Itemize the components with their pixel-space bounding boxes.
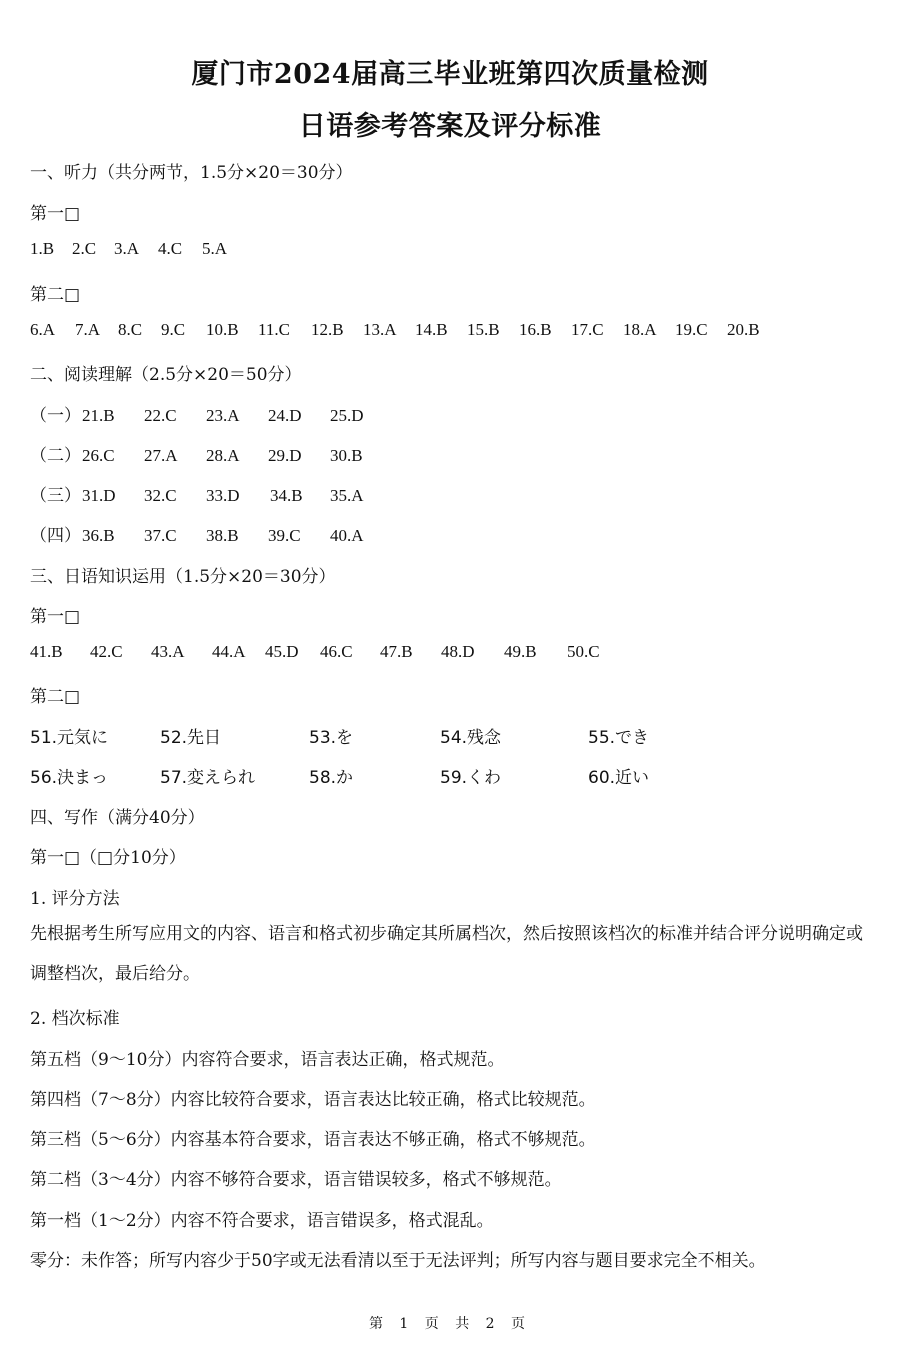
level-item: 第一档（1～2分）内容不符合要求，语言错误多，格式混乱。	[30, 1211, 494, 1231]
answer-group	[30, 481, 364, 506]
answer-row	[30, 642, 600, 662]
answer-item: 53.を	[309, 728, 354, 748]
answer-item: 58.か	[309, 768, 354, 788]
zero-score-note: 零分：未作答；所写内容少于50字或无法看清以至于无法评判；所写内容与题目要求完全不相关。	[30, 1251, 766, 1271]
answer-item: 30.B	[330, 446, 363, 465]
section-heading-knowledge: 三、日语知识运用（1.5分×20＝30分）	[30, 567, 336, 587]
answer-item: 52.先日	[160, 728, 222, 748]
answer-item: 39.C	[268, 526, 301, 545]
answer-item: 4.C	[158, 239, 183, 258]
answer-item: 25.D	[330, 406, 364, 425]
level-item: 第三档（5～6分）内容基本符合要求，语言表达不够正确，格式不够规范。	[30, 1130, 596, 1150]
answer-row	[30, 320, 760, 340]
answer-item: 49.B	[504, 642, 537, 661]
part-label: 第二□	[30, 687, 81, 707]
part-label: 第一□（□分10分）	[30, 848, 186, 868]
answer-item: 55.でき	[588, 728, 650, 748]
answer-item: 51.元気に	[30, 728, 109, 748]
answer-row	[30, 763, 649, 788]
answer-item: 48.D	[441, 642, 475, 661]
answer-item: 46.C	[320, 642, 353, 661]
answer-item: 9.C	[161, 320, 186, 339]
answer-item: 29.D	[268, 446, 302, 465]
answer-item: 38.B	[206, 526, 239, 545]
answer-item: 47.B	[380, 642, 413, 661]
answer-item: 60.近い	[588, 768, 650, 788]
answer-item: 50.C	[567, 642, 600, 661]
answer-item: 17.C	[571, 320, 604, 339]
answer-group	[30, 401, 364, 426]
method-heading: 1. 评分方法	[30, 889, 120, 909]
answer-item: 14.B	[415, 320, 448, 339]
answer-item: 24.D	[268, 406, 302, 425]
section-heading-listening: 一、听力（共分两节，1.5分×20＝30分）	[30, 163, 353, 183]
document-title: 厦门市2024届高三毕业班第四次质量检测	[191, 59, 709, 90]
document-subtitle: 日语参考答案及评分标准	[298, 111, 602, 142]
section-heading-writing: 四、写作（满分40分）	[30, 808, 205, 828]
answer-item: 21.B	[82, 406, 115, 425]
answer-item: 27.A	[144, 446, 178, 465]
answer-group	[30, 441, 363, 466]
part-label: 第一□	[30, 607, 81, 627]
part-label: 第一□	[30, 204, 81, 224]
answer-item: 13.A	[363, 320, 397, 339]
answer-item: 40.A	[330, 526, 364, 545]
section-heading-reading: 二、阅读理解（2.5分×20＝50分）	[30, 365, 302, 385]
answer-item: 16.B	[519, 320, 552, 339]
group-label: （四）	[30, 526, 81, 546]
answer-item: 28.A	[206, 446, 240, 465]
answer-item: 54.残念	[440, 728, 502, 748]
answer-row	[30, 723, 649, 748]
level-item: 第五档（9～10分）内容符合要求，语言表达正确，格式规范。	[30, 1050, 505, 1070]
answer-item: 41.B	[30, 642, 63, 661]
answer-item: 7.A	[75, 320, 101, 339]
answer-item: 20.B	[727, 320, 760, 339]
answer-item: 33.D	[206, 486, 240, 505]
answer-item: 44.A	[212, 642, 246, 661]
answer-item: 36.B	[82, 526, 115, 545]
answer-row	[30, 239, 227, 259]
answer-item: 42.C	[90, 642, 123, 661]
answer-item: 34.B	[270, 486, 303, 505]
answer-item: 11.C	[258, 320, 290, 339]
answer-item: 31.D	[82, 486, 116, 505]
answer-item: 6.A	[30, 320, 56, 339]
level-item: 第二档（3～4分）内容不够符合要求，语言错误较多，格式不够规范。	[30, 1170, 562, 1190]
answer-item: 35.A	[330, 486, 364, 505]
group-label: （一）	[30, 406, 81, 426]
answer-item: 19.C	[675, 320, 708, 339]
answer-item: 3.A	[114, 239, 140, 258]
answer-item: 10.B	[206, 320, 239, 339]
answer-item: 2.C	[72, 239, 97, 258]
answer-group	[30, 521, 364, 546]
answer-item: 32.C	[144, 486, 177, 505]
answer-item: 18.A	[623, 320, 657, 339]
answer-item: 57.変えられ	[160, 768, 256, 788]
answer-item: 59.くわ	[440, 768, 502, 788]
answer-item: 23.A	[206, 406, 240, 425]
levels-heading: 2. 档次标准	[30, 1009, 120, 1029]
answer-item: 37.C	[144, 526, 177, 545]
answer-item: 22.C	[144, 406, 177, 425]
answer-item: 26.C	[82, 446, 115, 465]
part-label: 第二□	[30, 285, 81, 305]
answer-item: 43.A	[151, 642, 185, 661]
level-item: 第四档（7～8分）内容比较符合要求，语言表达比较正确，格式比较规范。	[30, 1090, 596, 1110]
answer-item: 5.A	[202, 239, 228, 258]
group-label: （三）	[30, 486, 81, 506]
answer-item: 12.B	[311, 320, 344, 339]
answer-item: 56.決まっ	[30, 768, 109, 788]
group-label: （二）	[30, 446, 81, 466]
answer-item: 45.D	[265, 642, 299, 661]
answer-item: 1.B	[30, 239, 55, 258]
answer-item: 8.C	[118, 320, 143, 339]
page-footer: 第 1 页 共 2 页	[368, 1316, 532, 1332]
method-text: 先根据考生所写应用文的内容、语言和格式初步确定其所属档次，然后按照该档次的标准并结合评分说明确定或调整档次，最后给分。	[30, 924, 863, 984]
answer-item: 15.B	[467, 320, 500, 339]
